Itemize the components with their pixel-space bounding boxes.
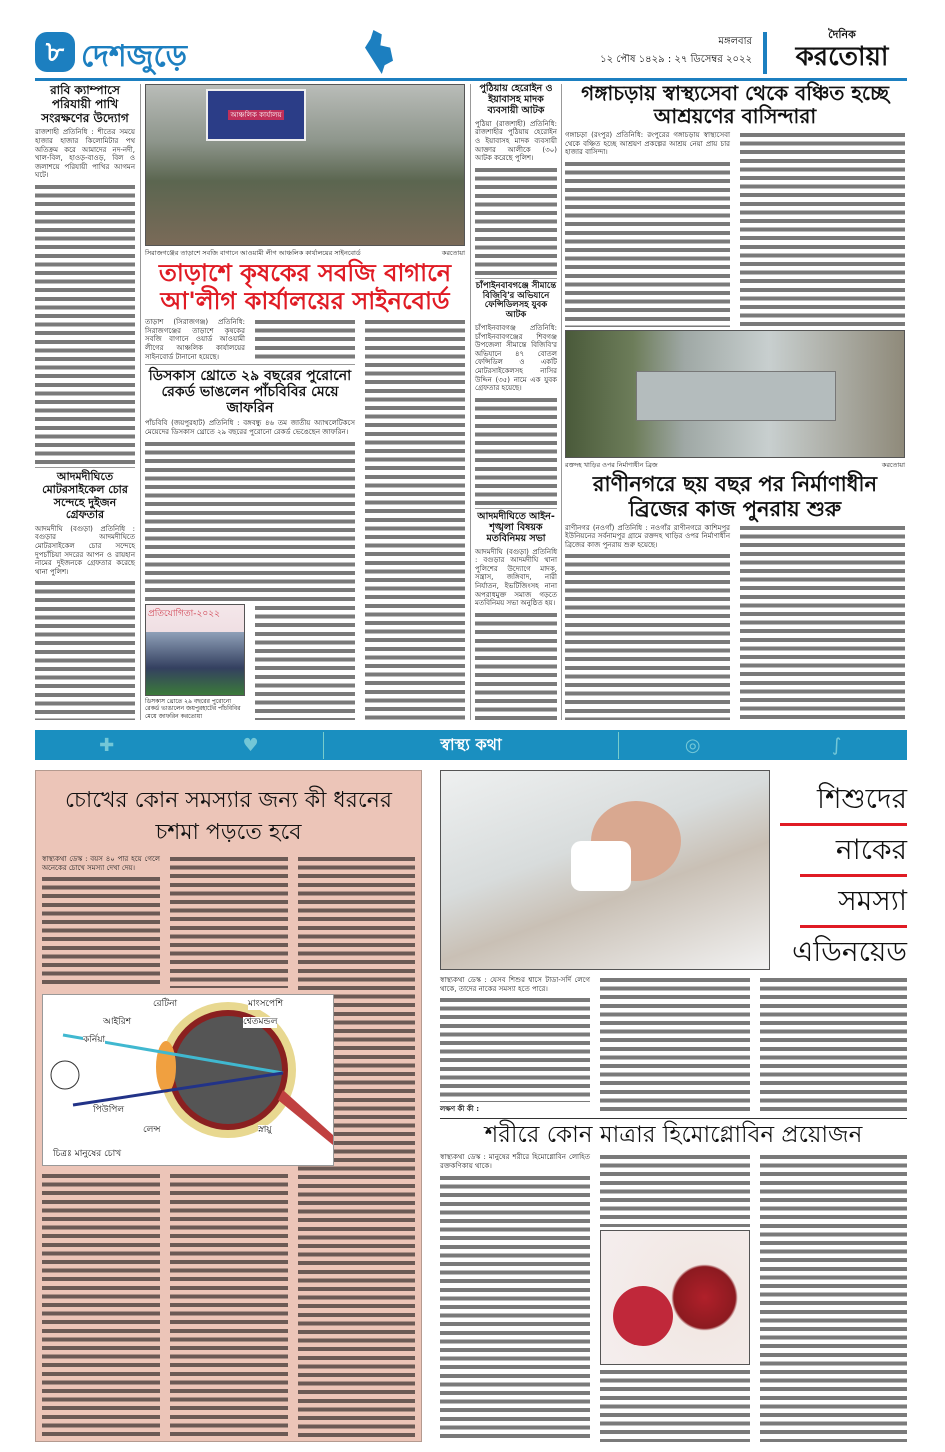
masthead-small: দৈনিক bbox=[828, 28, 856, 41]
photo-child-blowing-nose bbox=[440, 770, 770, 970]
caption-raninagar bbox=[565, 461, 905, 469]
medical-cross-icon: ✚ bbox=[99, 734, 115, 756]
lead-adamdighi-theft: আদমদীঘি (বগুড়া) প্রতিনিধি : বগুড়ার আদমদীঘিতে মোটরসাইকেল চোর সন্দেহে দুপচাঁচিয়া সদরের আপন ও রায়হান নামের দুইজনকে গ্রেফতার করেছে থানা পুলিশ। bbox=[35, 524, 135, 576]
title-line: এডিনয়েড bbox=[792, 935, 907, 968]
body-chapai bbox=[475, 396, 557, 505]
photo-pomegranate-juice bbox=[600, 1230, 750, 1365]
eye-col1 bbox=[42, 855, 160, 988]
tarash-top-row bbox=[145, 318, 355, 361]
label-muscle: মাংসপেশি bbox=[248, 998, 284, 1009]
body-hemoglobin-col2b bbox=[600, 1368, 750, 1442]
bridge-structure bbox=[636, 371, 836, 421]
lead-puthia: পুঠিয়া (রাজশাহী) প্রতিনিধি: রাজশাহীর পুঠিয়ায় হেরোইন ও ইয়াবাসহ মাদক ব্যবসায়ী আক্তার আলীকে (৩০) আটক করেছে পুলিশ। bbox=[475, 119, 557, 163]
page-header bbox=[35, 28, 907, 78]
body-eye-lower1 bbox=[42, 1172, 160, 1437]
gangachara-col1 bbox=[565, 131, 730, 327]
caption-text: সিরাজগঞ্জের তাড়াশে সবজি বাগানে আওয়ামী লীগ আঞ্চলিক কার্যালয়ের সাইনবোর্ড bbox=[145, 249, 361, 257]
optic-nerve bbox=[278, 1090, 333, 1145]
column-rule bbox=[140, 84, 141, 720]
raninagar-body bbox=[565, 524, 905, 720]
headline-adenoid bbox=[780, 775, 907, 976]
lead-adenoid: স্বাস্থ্যকথা ডেস্ক : যেসব শিশুর শ্বাসে টাডা-সর্দি লেগে থাকে, তাদের নাকের সমস্যা হতে পারে। bbox=[440, 976, 590, 993]
photo-banner: প্রতিযোগিতা-২০২২ bbox=[148, 608, 220, 619]
body-hemoglobin-col1 bbox=[440, 1174, 590, 1442]
fetus-icon: ◎ bbox=[684, 734, 701, 756]
lead-tarash: তাড়াশ (সিরাজগঞ্জ) প্রতিনিধি: সিরাজগঞ্জের তাড়াশে কৃষকের সবজি বাগানে ওয়ার্ড আওয়ামী লীগের আঞ্চলিক কার্যালয়ের সাইনবোর্ড টানানো হয়েছে। bbox=[145, 318, 245, 361]
photo-credit: করতোয়া bbox=[881, 461, 905, 470]
body-raninagar-col1 bbox=[565, 552, 730, 720]
body-rabi bbox=[35, 183, 135, 464]
lead-chapai: চাঁপাইনবাবগঞ্জ প্রতিনিধি: চাঁপাইনবাবগঞ্জের শিবগঞ্জ উপজেলা সীমান্তে বিজিবি'র অভিযানে ৪৭ বোতল ফেন্সিডিল ও একটি মোটরসাইকেলসহ নাসির উদ্দিন (৩৫) নামে এক যুবক গ্রেফতার হয়েছে। bbox=[475, 323, 557, 393]
body-discus-col2 bbox=[255, 604, 355, 721]
label-lens: লেন্স bbox=[143, 1124, 161, 1135]
heartbeat-icon: ♥ bbox=[242, 734, 259, 756]
caption-discus bbox=[145, 698, 245, 721]
diagram-caption: চিত্রঃ মানুষের চোখ bbox=[53, 1148, 122, 1159]
lead-eye: স্বাস্থ্যকথা ডেস্ক : বয়স ৪০ পার হয়ে গেলে অনেকের চোখে সমস্যা দেখা দেয়। bbox=[42, 855, 160, 872]
gangachara-body bbox=[565, 131, 905, 327]
eye-diagram bbox=[42, 994, 334, 1166]
tissue bbox=[571, 841, 631, 891]
headline-discus: ডিসকাস থ্রোতে ২৯ বছরের পুরোনো রেকর্ড ভাঙলেন পাঁচবিবির মেয়ে জাফরিন bbox=[145, 364, 355, 416]
hemoglobin-body bbox=[440, 1153, 907, 1442]
headline-chapai: চাঁপাইনবাবগঞ্জে সীমান্তে বিজিবি'র অভিযানে ফেন্সিডিলসহ যুবক আটক bbox=[475, 278, 557, 321]
lead-discus: পাঁচবিবি (জয়পুরহাট) প্রতিনিধি : বঙ্গবন্ধু ৪৬ তম জাতীয় অ্যাথলেটিকসে মেয়েদের ডিসকাস থ্রোতে ২৯ বছরের পুরোনো রেকর্ড ভেঙেছেন জাফরিন। bbox=[145, 419, 355, 437]
column-rule bbox=[470, 84, 471, 720]
headline-puthia: পুঠিয়ায় হেরোইন ও ইয়াবাসহ মাদক ব্যবসায়ী আটক bbox=[479, 83, 553, 116]
headline-raninagar: রাণীনগরে ছয় বছর পর নির্মাণাধীন ব্রিজের কাজ পুনরায় শুরু bbox=[592, 472, 878, 521]
adenoid-body bbox=[440, 976, 907, 1114]
photo-raninagar-bridge bbox=[565, 330, 905, 458]
photo-discus bbox=[145, 604, 245, 696]
raninagar-col1 bbox=[565, 524, 730, 720]
body-adenoid-col3 bbox=[760, 976, 907, 1114]
column-rule bbox=[561, 84, 562, 720]
body-gangachara-col1 bbox=[565, 160, 730, 328]
photo-tarash-signboard bbox=[145, 84, 465, 246]
narrow-column bbox=[475, 84, 557, 720]
title-line: নাকের bbox=[800, 826, 907, 877]
body-adamdighi-theft bbox=[35, 579, 135, 720]
body-eye-col2 bbox=[170, 855, 288, 988]
label-cornea: কর্নিয়া bbox=[83, 1034, 106, 1045]
band-left-icons bbox=[35, 735, 323, 756]
label-pupil: পিউপিল bbox=[93, 1104, 125, 1115]
discus-photo-row bbox=[145, 604, 355, 721]
eye-top-row bbox=[42, 855, 288, 988]
signboard bbox=[206, 89, 306, 141]
body-adamdighi-meeting bbox=[475, 611, 557, 720]
cyclist-icon bbox=[51, 1061, 79, 1089]
caption-text: ডিসকাস থ্রোতে ২৯ বছরের পুরোনো রেকর্ড ভাঙালেন জয়পুরহাটের পাঁচবিবির মেয়ে জাফরিন bbox=[145, 697, 241, 720]
health-section-title: স্বাস্থ্য কথা bbox=[323, 732, 619, 759]
page-number-badge: ৮ bbox=[35, 32, 75, 72]
signboard-text: আঞ্চলিক কার্যালয় bbox=[228, 110, 285, 120]
headline-rabi: রাবি ক্যাম্পাসে পরিযায়ী পাখি সংরক্ষণের উদ্যোগ bbox=[41, 83, 129, 125]
eye-lens bbox=[156, 1041, 176, 1093]
masthead-logo bbox=[777, 28, 907, 72]
body-discus bbox=[145, 440, 355, 601]
body-puthia bbox=[475, 166, 557, 275]
title-line: শিশুদের bbox=[780, 775, 907, 826]
body-tarash-col3 bbox=[365, 318, 465, 720]
discus-photo-block bbox=[145, 604, 245, 721]
body-hemoglobin-col2a bbox=[600, 1153, 750, 1227]
title-line: সমস্যা bbox=[800, 877, 907, 928]
section-rule bbox=[440, 1118, 907, 1119]
hemoglobin-region bbox=[440, 1122, 907, 1442]
tarash-region bbox=[145, 249, 465, 720]
eye-lower-row bbox=[42, 1172, 288, 1437]
section-title: দেশজুড়ে bbox=[81, 39, 187, 74]
issue-day: মঙ্গলবার bbox=[718, 36, 752, 47]
body-eye-col1 bbox=[42, 875, 160, 987]
eye-diagram-svg bbox=[43, 995, 335, 1145]
body-hemoglobin-col3 bbox=[760, 1153, 907, 1442]
issue-date: ১২ পৌষ ১৪২৯ : ২৭ ডিসেম্বর ২০২২ bbox=[600, 54, 752, 65]
masthead-name: করতোয়া bbox=[795, 42, 889, 72]
headline-tarash: তাড়াশে কৃষকের সবজি বাগানে আ'লীগ কার্যালয়ের সাইনবোর্ড bbox=[158, 259, 452, 315]
body-adenoid-col2 bbox=[600, 976, 750, 1114]
tarash-left-area bbox=[145, 318, 355, 720]
label-iris: আইরিশ bbox=[103, 1016, 132, 1027]
adenoid-col1 bbox=[440, 976, 590, 1114]
adenoid-subhead: লক্ষণ কী কী : bbox=[440, 1105, 480, 1114]
headline-gangachara: গঙ্গাচড়ায় স্বাস্থ্যসেবা থেকে বঞ্চিত হচ্ছে আশ্রয়ণের বাসিন্দারা bbox=[581, 81, 889, 128]
lead-rabi: রাজশাহী প্রতিনিধি : শীতের সময়ে হাজার হাজার কিলোমিটার পথ অতিক্রম করে আমাদের নদ-নদী, খাল-বিল, হাওড়-বাওড়, বিল ও জলাশয়ে পরিযায়ী পাখির আগমন ঘটে। bbox=[35, 128, 135, 180]
tarash-body-row bbox=[145, 318, 465, 720]
health-section-band bbox=[35, 730, 907, 760]
caption-text: রক্তদহ খাড়ির ওপর নির্মাণাধীন ব্রিজ bbox=[565, 461, 658, 470]
headline-adamdighi-theft: আদমদীঘিতে মোটরসাইকেল চোর সন্দেহে দুইজন গ্রেফতার bbox=[35, 467, 135, 522]
lead-raninagar: রাণীনগর (নওগাঁ) প্রতিনিধি : নওগাঁর রাণীনগরে কাশিমপুর ইউনিয়নের সর্বনামপুর গ্রামে রক্তদহ খাড়ির ওপর নির্মাণাধীন ব্রিজের কাজ পুনরায় শুরু হয়েছে। bbox=[565, 523, 730, 549]
bangladesh-map-icon bbox=[365, 30, 393, 74]
body-adenoid-col1 bbox=[440, 996, 590, 1102]
hemoglobin-col2 bbox=[600, 1153, 750, 1442]
photo-credit: করতোয়া bbox=[180, 712, 203, 720]
pomegranate bbox=[613, 1286, 673, 1346]
label-sclera: শ্বেতমন্ডল bbox=[243, 1016, 278, 1027]
eye-article-box bbox=[35, 770, 422, 1442]
headline-adamdighi-meeting: আদমদীঘিতে আইন-শৃঙ্খলা বিষয়ক মতবিনিময় সভা bbox=[475, 508, 557, 545]
lead-gangachara: গঙ্গাচড়া (রংপুর) প্রতিনিধি: রংপুরের গঙ্গাচড়ায় স্বাস্থ্যসেবা থেকে বঞ্চিত হচ্ছে আশ্রয়ণ প্রকল্পের আশ্রয় নেয়া প্রায় চার হাজার বাসিন্দা। bbox=[565, 131, 730, 157]
hemoglobin-col1 bbox=[440, 1153, 590, 1442]
header-divider bbox=[763, 32, 767, 74]
body-gangachara-col2 bbox=[740, 131, 905, 327]
label-retina: রেটিনা bbox=[153, 998, 178, 1009]
band-right-icons bbox=[619, 735, 907, 756]
stethoscope-icon: ∫ bbox=[831, 734, 842, 756]
caption-tarash bbox=[145, 249, 465, 257]
right-region bbox=[565, 82, 905, 720]
headline-eye: চোখের কোন সমস্যার জন্য কী ধরনের চশমা পড়তে হবে bbox=[65, 788, 392, 845]
label-nerve: স্নায়ু bbox=[258, 1124, 272, 1135]
left-column bbox=[35, 84, 135, 720]
eye-body bbox=[42, 855, 415, 1437]
headline-hemoglobin: শরীরে কোন মাত্রার হিমোগ্লোবিন প্রয়োজন bbox=[484, 1122, 863, 1148]
body-raninagar-col2 bbox=[740, 524, 905, 720]
photo-credit: করতোয়া bbox=[441, 249, 465, 257]
body-tarash-col2 bbox=[255, 318, 355, 361]
lead-adamdighi-meeting: আদমদীঘি (বগুড়া) প্রতিনিধি : বগুড়ার আদমদীঘি থানা পুলিশের উদ্যোগে মাদক, সন্ত্রাস, জঙ্গিবাদ, নারী নির্যাতন, ইভটিজিংসহ নানা অপরাধমুক্ত সমাজ গড়তে মতবিনিময় সভা অনুষ্ঠিত হয়। bbox=[475, 547, 557, 608]
eye-left-area bbox=[42, 855, 288, 1437]
body-eye-lower2 bbox=[170, 1172, 288, 1437]
lead-hemoglobin: স্বাস্থ্যকথা ডেস্ক : মানুষের শরীরে হিমোগ্লোবিন লোহিত রক্তকণিকায় থাকে। bbox=[440, 1153, 590, 1171]
